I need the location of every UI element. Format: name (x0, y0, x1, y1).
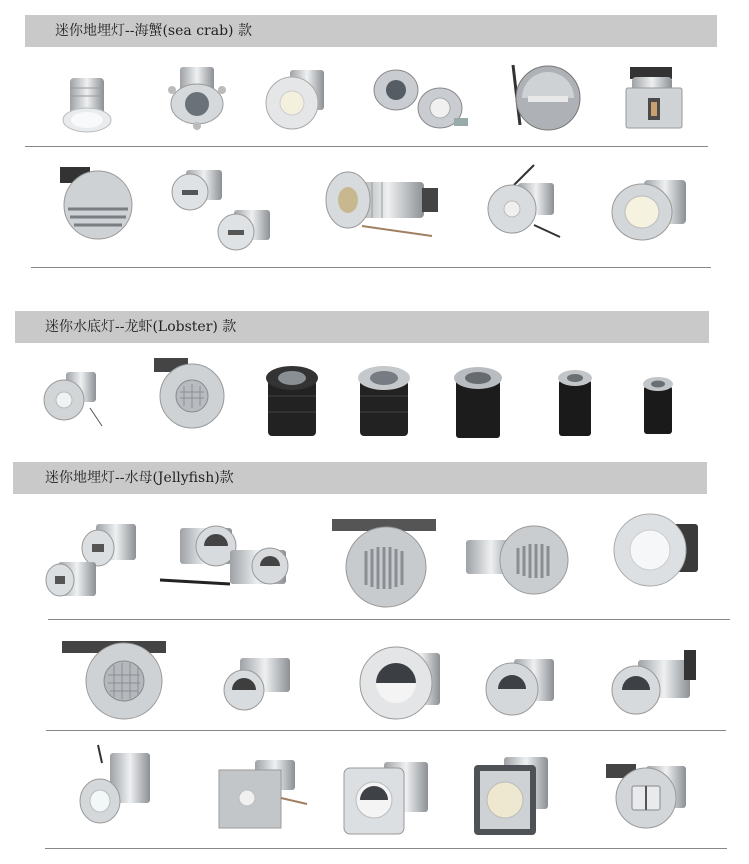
eyelid-light-icon (222, 648, 302, 713)
small-ring-light-icon (40, 360, 105, 430)
product-item[interactable] (448, 362, 508, 442)
section-banner-seacrab (25, 15, 717, 47)
row-divider (48, 619, 730, 620)
grille-light-icon (330, 515, 440, 610)
product-item[interactable] (262, 362, 322, 442)
product-item[interactable] (46, 518, 146, 603)
flanged-light-with-ears-icon (160, 62, 230, 132)
row-divider (31, 267, 711, 268)
black-sleeve-light-icon (354, 362, 414, 442)
half-moon-light-icon (356, 643, 446, 723)
product-item[interactable] (262, 65, 332, 135)
row-divider (45, 848, 727, 849)
half-shield-light-icon (508, 60, 583, 135)
slot-window-light-icon (620, 62, 690, 132)
product-item[interactable] (322, 164, 442, 244)
product-item[interactable] (40, 360, 105, 430)
slot-light-pair-icon (170, 164, 280, 254)
spot-light-with-cable-icon (484, 165, 564, 245)
product-item[interactable] (52, 70, 122, 140)
section-banner-jellyfish (13, 462, 707, 494)
product-item[interactable] (610, 510, 705, 595)
black-sleeve-light-icon (448, 362, 508, 442)
square-frame-light-icon (470, 755, 555, 840)
product-item[interactable] (356, 643, 446, 723)
split-slot-light-icon (606, 758, 691, 833)
product-item[interactable] (58, 165, 138, 245)
twin-slot-light-icon (46, 518, 146, 603)
product-item[interactable] (330, 515, 440, 610)
product-item[interactable] (78, 743, 158, 828)
row-divider (46, 730, 726, 731)
twin-eyelid-light-icon (160, 520, 305, 590)
product-item[interactable] (150, 356, 230, 436)
product-item[interactable] (608, 172, 698, 252)
section-title: 迷你地埋灯--水母(Jellyfish)款 (45, 470, 234, 486)
product-item[interactable] (368, 62, 473, 134)
product-item[interactable] (340, 758, 435, 843)
product-item[interactable] (170, 164, 280, 254)
product-item[interactable] (606, 758, 691, 833)
honeycomb-light-icon (62, 633, 172, 723)
black-sleeve-light-icon (262, 362, 322, 442)
tall-black-sleeve-light-icon (638, 374, 678, 439)
product-item[interactable] (160, 62, 230, 132)
section-title: 迷你地埋灯--海蟹(sea crab) 款 (55, 23, 252, 39)
long-cylinder-light-icon (322, 164, 442, 244)
product-item[interactable] (62, 633, 172, 723)
row-divider (25, 146, 708, 147)
square-frame-light-icon (340, 758, 435, 843)
step-louver-light-icon (58, 165, 138, 245)
product-item[interactable] (215, 758, 310, 833)
product-item[interactable] (470, 755, 555, 840)
product-item[interactable] (354, 362, 414, 442)
angled-light-pair-icon (368, 62, 473, 134)
product-item[interactable] (160, 520, 305, 590)
eyelid-light-icon (484, 653, 559, 718)
round-face-light-icon (262, 65, 332, 135)
product-item[interactable] (462, 522, 577, 602)
product-item[interactable] (508, 60, 583, 135)
grille-light-icon (462, 522, 577, 602)
frosted-cylinder-light-icon (52, 70, 122, 140)
product-item[interactable] (484, 165, 564, 245)
section-banner-lobster (15, 311, 709, 343)
product-item[interactable] (620, 62, 690, 132)
eyelid-light-icon (608, 646, 698, 721)
product-item[interactable] (222, 648, 302, 713)
section-title: 迷你水底灯--龙虾(Lobster) 款 (45, 319, 237, 335)
product-item[interactable] (608, 646, 698, 721)
tall-black-sleeve-light-icon (553, 366, 598, 441)
honeycomb-light-icon (150, 356, 230, 436)
square-plate-light-icon (215, 758, 310, 833)
product-item[interactable] (484, 653, 559, 718)
side-glow-light-icon (78, 743, 158, 828)
frosted-dome-light-icon (610, 510, 705, 595)
large-face-light-icon (608, 172, 698, 252)
product-item[interactable] (638, 374, 678, 439)
product-item[interactable] (553, 366, 598, 441)
